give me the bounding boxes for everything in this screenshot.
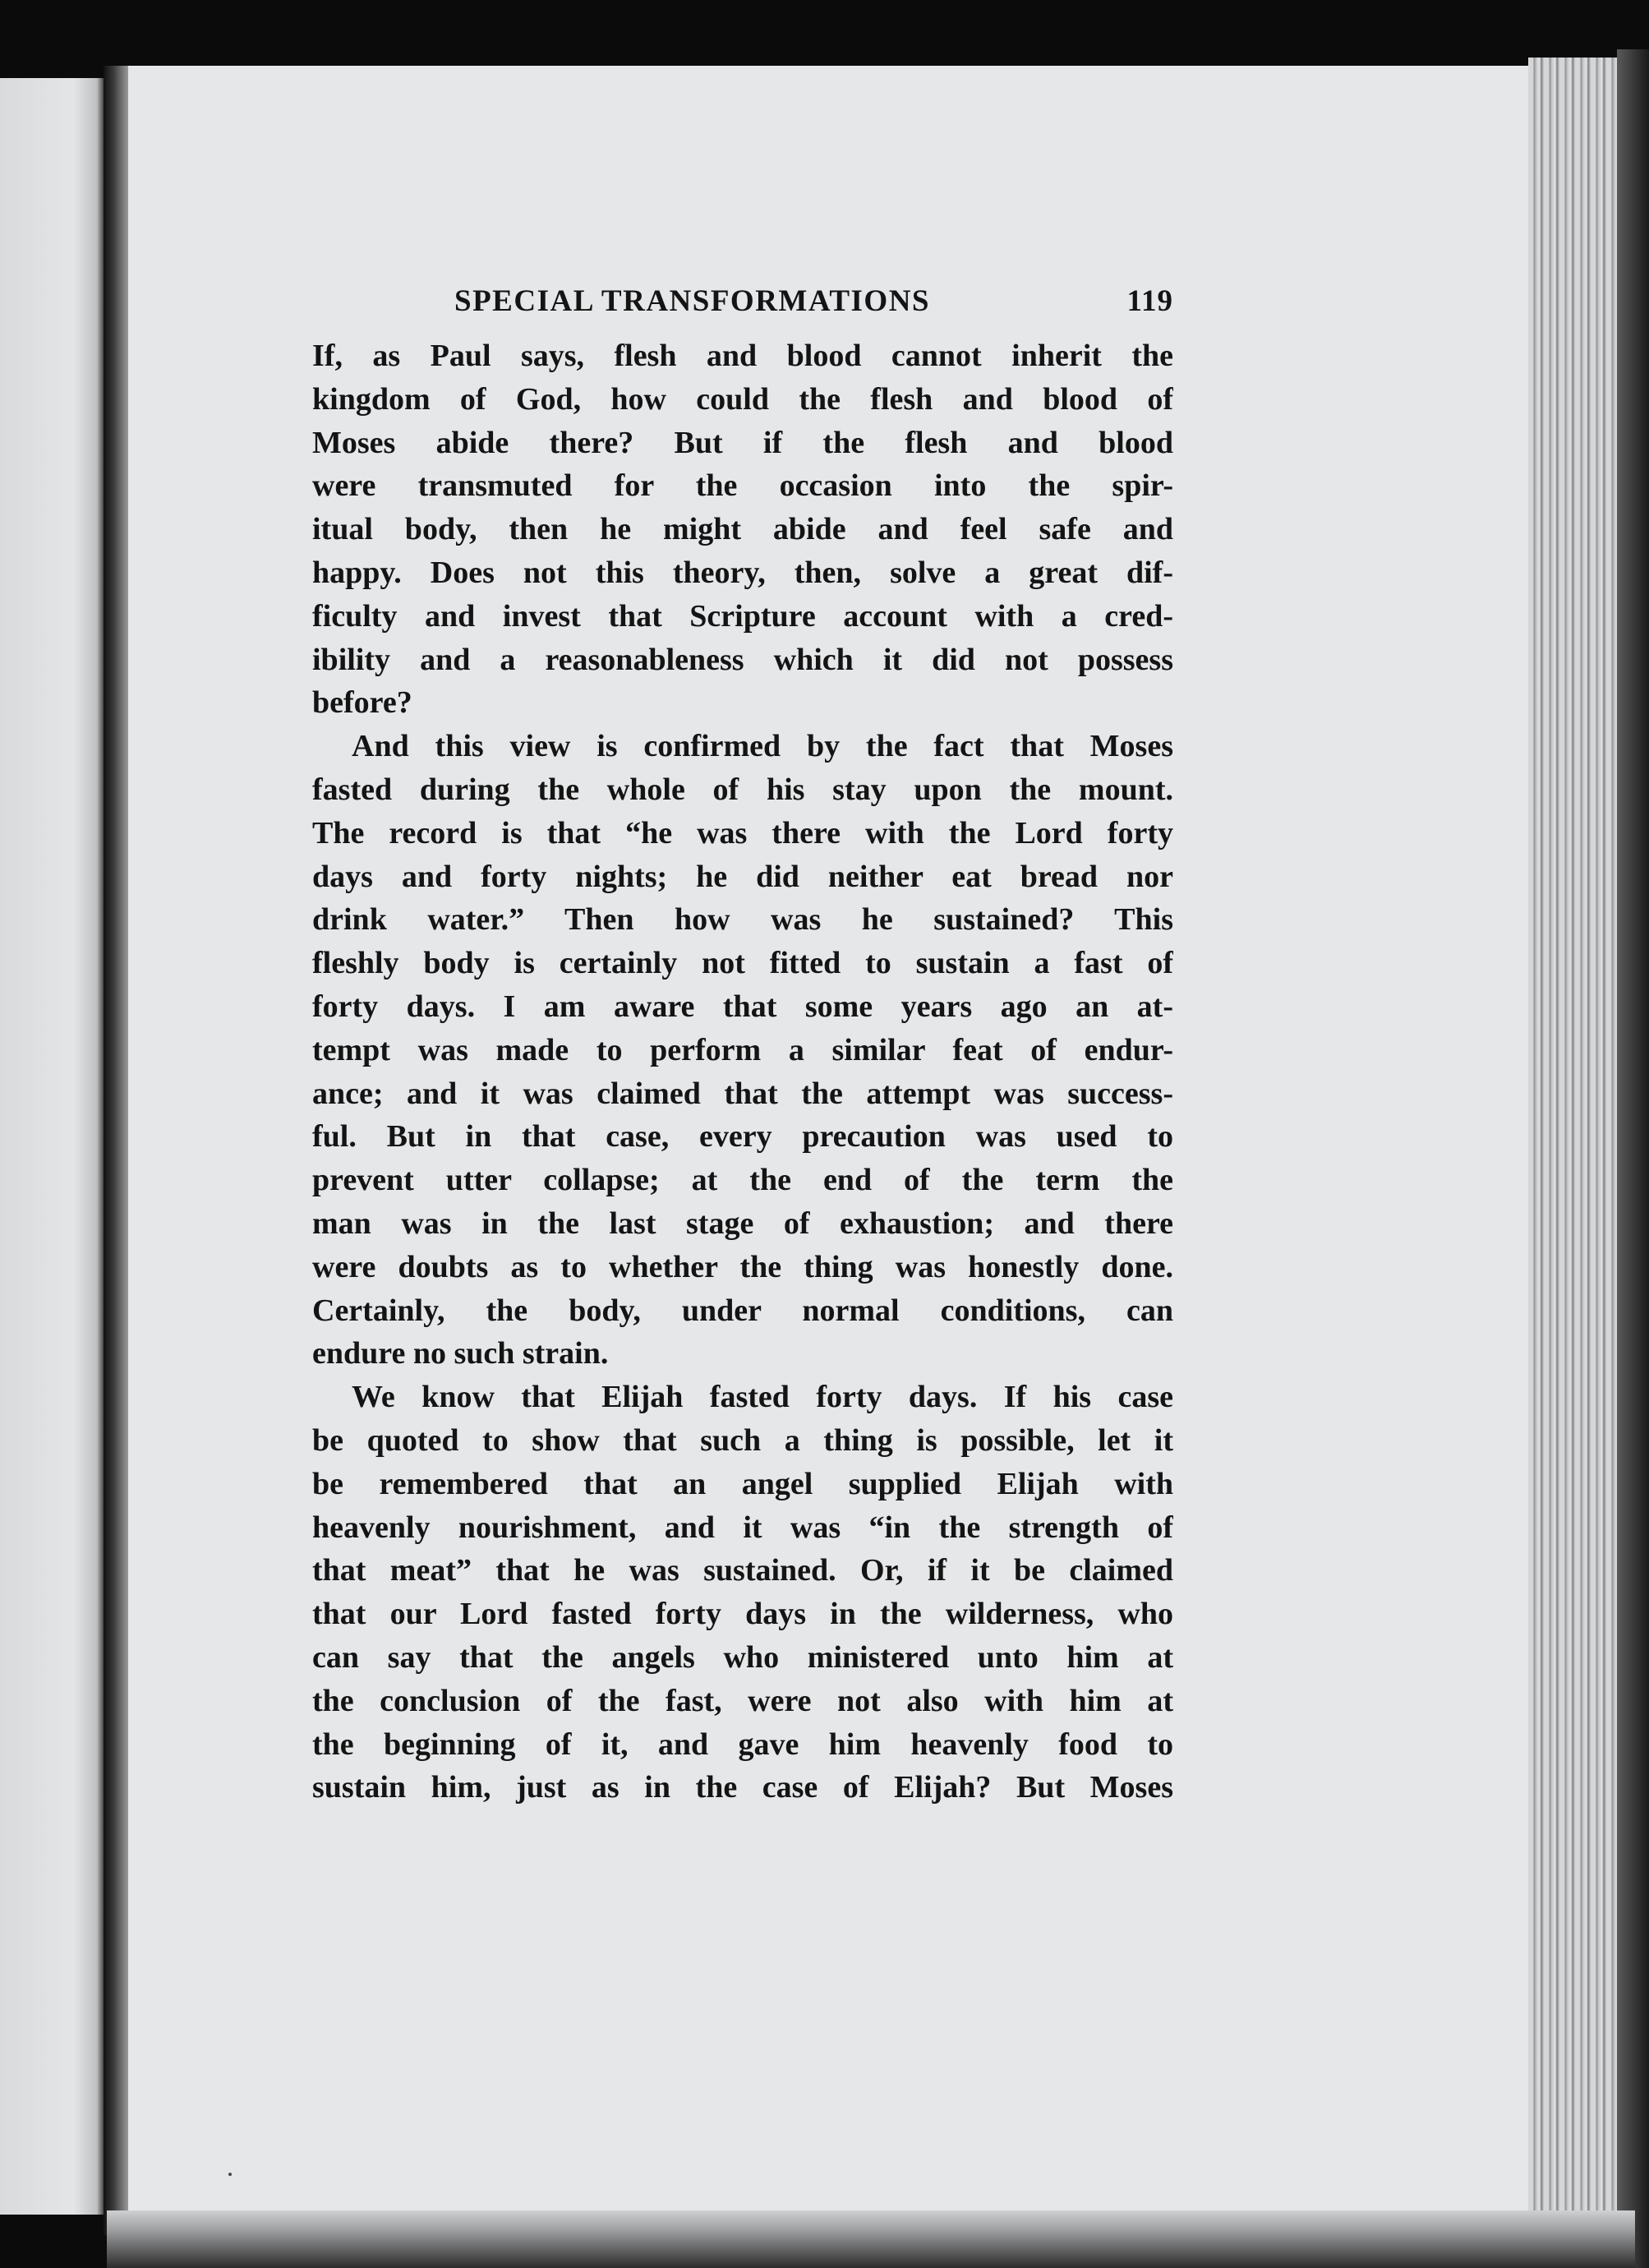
text-line: that meat” that he was sustained. Or, if it be claimed [312,1553,1173,1588]
bottom-page-edge [107,2210,1635,2268]
text-line: Moses abide there? But if the flesh and blood [312,425,1173,460]
text-line: the beginning of it, and gave him heavenly food to [312,1726,1173,1762]
text-line: ance; and it was claimed that the attempt was success- [312,1076,1173,1111]
book-cover-edge [1617,49,1649,2268]
text-line: drink water.” Then how was he sustained? This [312,902,1173,938]
spine-shadow [104,66,128,2235]
text-line: endure no such strain. [312,1336,609,1371]
paragraph [312,725,1173,1376]
text-line: If, as Paul says, flesh and blood cannot inherit the [312,339,1173,373]
text-line: fleshly body is certainly not fitted to sustain a fast of [312,946,1173,981]
text-line: be quoted to show that such a thing is possible, let it [312,1422,1173,1458]
scan-speck [228,2173,232,2176]
text-line: the conclusion of the fast, were not also with him at [312,1683,1173,1718]
text-line: itual body, then he might abide and feel safe and [312,512,1173,547]
body-text [312,334,1173,1809]
text-line: ful. But in that case, every precaution was used to [312,1119,1173,1155]
text-line: ibility and a reasonableness which it did not possess [312,642,1173,677]
paragraph [312,1376,1173,1809]
text-line: happy. Does not this theory, then, solve a great dif- [312,555,1173,590]
text-line: prevent utter collapse; at the end of the term the [312,1163,1173,1198]
text-line: fasted during the whole of his stay upon the mount. [312,772,1173,807]
text-line: kingdom of God, how could the flesh and blood of [312,381,1173,417]
text-line: be remembered that an angel supplied Elijah with [312,1466,1173,1501]
text-line: The record is that “he was there with the Lord forty [312,815,1173,850]
facing-page-edge [0,78,105,2215]
text-line: that our Lord fasted forty days in the wilderness, who [312,1597,1173,1632]
text-line: We know that Elijah fasted forty days. If his case [352,1380,1173,1415]
page-text-block [312,284,1173,1809]
text-line: heavenly nourishment, and it was “in the strength of [312,1510,1173,1545]
text-line: And this view is confirmed by the fact that Moses [352,729,1173,764]
text-line: Certainly, the body, under normal conditions, can [312,1293,1173,1328]
page-stack-edges [1528,58,1619,2235]
page-number: 119 [1126,284,1173,318]
text-line: were transmuted for the occasion into the spir- [312,468,1173,504]
text-line: sustain him, just as in the case of Elijah? But Moses [312,1770,1173,1805]
text-line: before? [312,685,412,721]
text-line: forty days. I am aware that some years ago an at- [312,989,1173,1024]
text-line: ficulty and invest that Scripture account with a cred- [312,598,1173,634]
text-line: can say that the angels who ministered unto him at [312,1639,1173,1675]
text-line: days and forty nights; he did neither eat bread nor [312,859,1173,894]
text-line: were doubts as to whether the thing was honestly done. [312,1249,1173,1284]
text-line: tempt was made to perform a similar feat of endur- [312,1032,1173,1067]
running-head-title: SPECIAL TRANSFORMATIONS [454,284,930,318]
running-head [454,284,1173,334]
text-line: man was in the last stage of exhaustion; and there [312,1205,1173,1241]
paragraph [312,334,1173,725]
